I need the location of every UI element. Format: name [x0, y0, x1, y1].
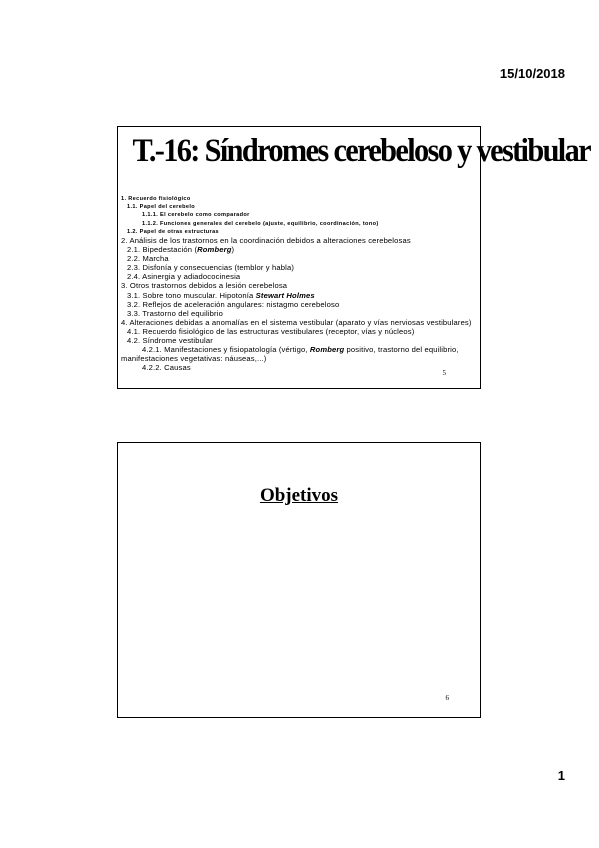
outline-item: 3.3. Trastorno del equilibrio — [127, 308, 223, 318]
slide-thumbnail-5 — [117, 126, 590, 389]
outline-list — [121, 195, 478, 372]
slide-number: 5 — [442, 369, 446, 377]
outline-item: 1.1.2. Funciones generales del cerebelo (ajuste, equilibrio, coordinación, tono) — [142, 220, 379, 227]
slide-thumbnail-6 — [117, 442, 481, 718]
outline-item-text: 3.1. Sobre tono muscular. Hipotonía — [127, 290, 256, 300]
outline-item-text: 4.2.1. Manifestaciones y fisiopatología (vértigo, — [142, 345, 310, 355]
emphasis-text: Romberg — [309, 345, 345, 355]
outline-item: 4.1. Recuerdo fisiológico de las estructuras vestibulares (receptor, vías y núcleos) — [127, 326, 415, 336]
outline-item — [121, 345, 478, 363]
outline-item: 4.2. Síndrome vestibular — [127, 336, 213, 346]
slide-title: T.-16: Síndromes cerebeloso y vestibular — [132, 133, 590, 169]
outline-item: 2.3. Disfonía y consecuencias (temblor y habla) — [127, 263, 295, 273]
outline-item-text: ) — [231, 245, 235, 255]
outline-item: 1.1.1. El cerebelo como comparador — [142, 212, 250, 219]
page-date: 15/10/2018 — [499, 66, 565, 81]
outline-item-text: 2.1. Bipedestación ( — [127, 245, 198, 255]
outline-item: 2. Análisis de los trastornos en la coordinación debidos a alteraciones cerebelosas — [121, 236, 411, 246]
outline-item: 2.2. Marcha — [127, 254, 169, 264]
outline-item — [121, 245, 478, 254]
outline-item: 1.1. Papel del cerebelo — [127, 204, 196, 211]
outline-item: 3. Otros trastornos debidos a lesión cerebelosa — [121, 281, 288, 291]
slide-number: 6 — [445, 694, 449, 702]
outline-item: 4. Alteraciones debidas a anomalías en el sistema vestibular (aparato y vías nerviosas vestibulares) — [121, 317, 472, 327]
emphasis-text: Romberg — [197, 245, 232, 255]
slide-title: Objetivos — [259, 485, 339, 506]
outline-item — [121, 291, 478, 300]
page-number: 1 — [557, 768, 565, 783]
outline-item: 1. Recuerdo fisiológico — [121, 196, 191, 202]
emphasis-text: Stewart Holmes — [255, 290, 315, 300]
outline-item: 2.4. Asinergia y adiadococinesia — [127, 272, 241, 282]
outline-item: 1.2. Papel de otras estructuras — [127, 228, 219, 235]
outline-item: 4.2.2. Causas — [142, 363, 191, 373]
outline-item: 3.2. Reflejos de aceleración angulares: nistagmo cerebeloso — [127, 299, 340, 309]
outline-item-text: positivo, trastorno del equilibrio, manifestaciones vegetativas: náuseas,...) — [121, 345, 459, 364]
